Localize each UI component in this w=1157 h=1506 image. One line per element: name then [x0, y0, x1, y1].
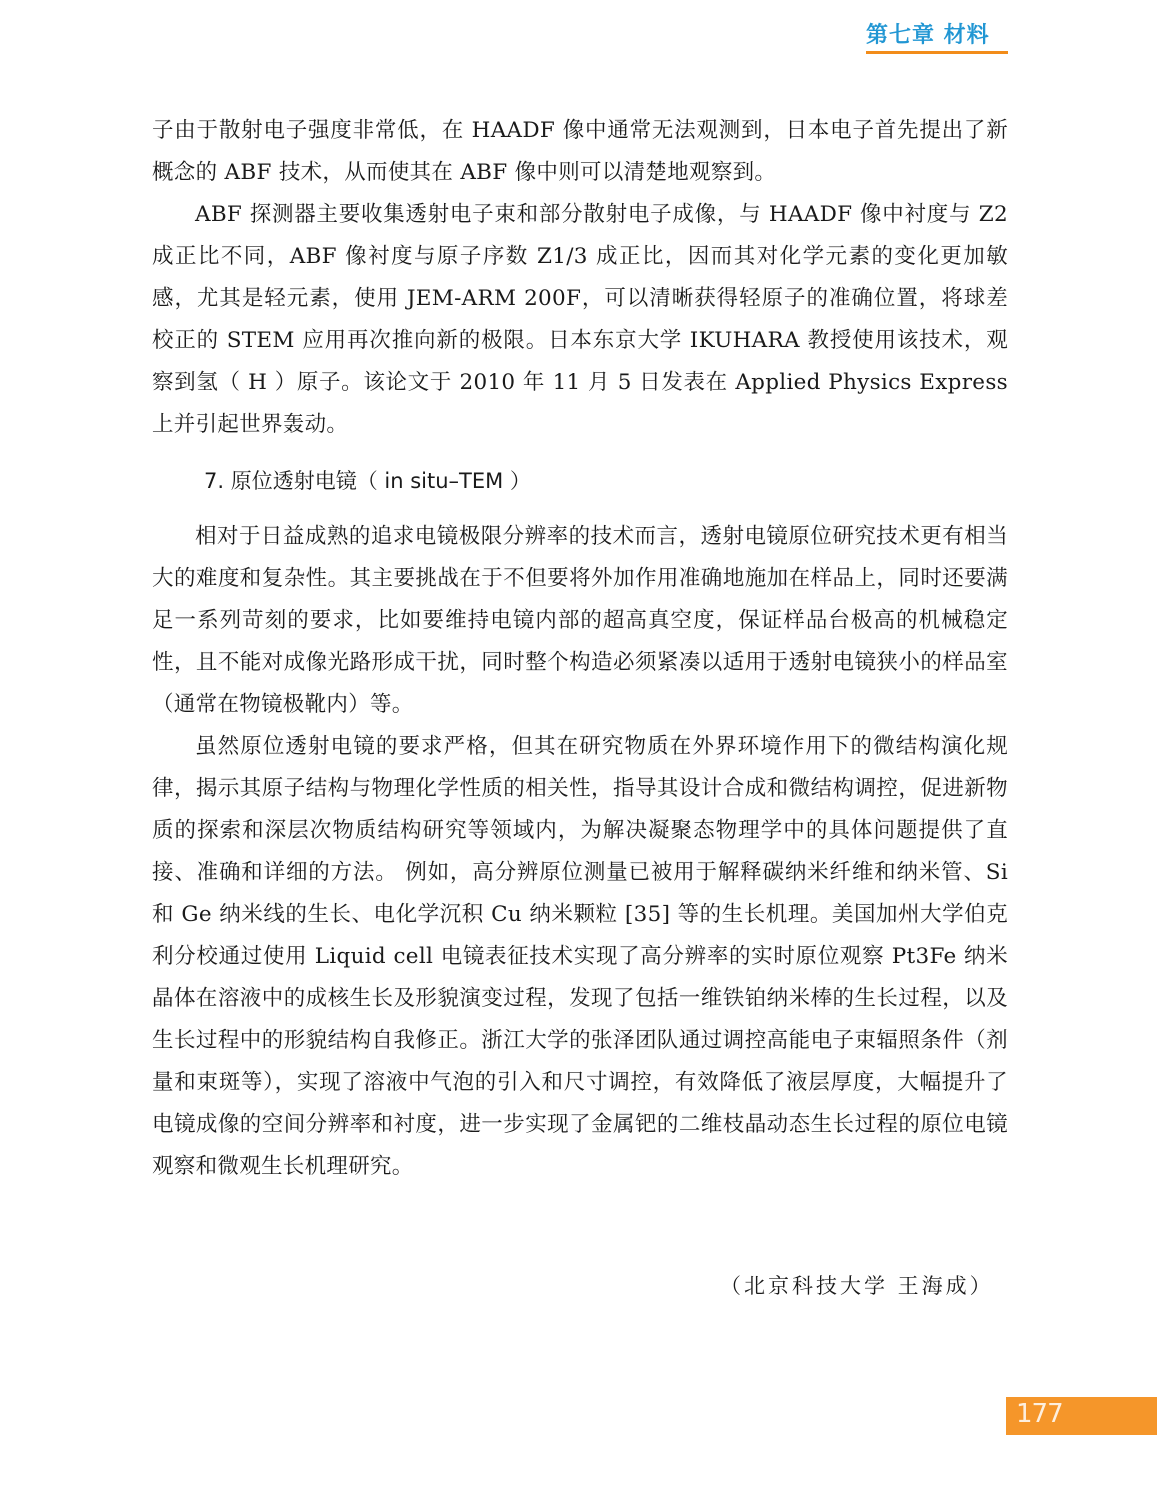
body-text [152, 110, 1008, 1188]
paragraph-4: 虽然原位透射电镜的要求严格，但其在研究物质在外界环境作用下的微结构演化规律，揭示其原子结构与物理化学性质的相关性，指导其设计合成和微结构调控，促进新物质的探索和深层次物质结构研究等领域内，为解决凝聚态物理学中的具体问题提供了直接、准确和详细的方法。 例如，高分辨原位测量已被用于解释碳纳米纤维和纳米管、Si 和 Ge 纳米线的生长、电化学沉积 Cu 纳米颗粒 [35] 等的生长机理。美国加州大学伯克利分校通过使用 Liquid cell 电镜表征技术实现了高分辨率的实时原位观察 Pt3Fe 纳米晶体在溶液中的成核生长及形貌演变过程，发现了包括一维铁铂纳米棒的生长过程，以及生长过程中的形貌结构自我修正。浙江大学的张泽团队通过调控高能电子束辐照条件（剂量和束斑等），实现了溶液中气泡的引入和尺寸调控，有效降低了液层厚度，大幅提升了电镜成像的空间分辨率和衬度，进一步实现了金属钯的二维枝晶动态生长过程的原位电镜观察和微观生长机理研究。 [152, 734, 1008, 1179]
paragraph-2: ABF 探测器主要收集透射电子束和部分散射电子成像，与 HAADF 像中衬度与 Z2 成正比不同，ABF 像衬度与原子序数 Z1/3 成正比，因而其对化学元素的变化更加敏感，尤其是轻元素，使用 JEM-ARM 200F，可以清晰获得轻原子的准确位置，将球差校正的 STEM 应用再次推向新的极限。日本东京大学 IKUHARA 教授使用该技术，观察到氢（ H ）原子。该论文于 2010 年 11 月 5 日发表在 Applied Physics Express 上并引起世界轰动。 [152, 202, 1008, 437]
chapter-title: 第七章 材料 [866, 23, 990, 48]
paragraph-1: 子由于散射电子强度非常低，在 HAADF 像中通常无法观测到，日本电子首先提出了新概念的 ABF 技术，从而使其在 ABF 像中则可以清楚地观察到。 [152, 118, 1008, 185]
chapter-header [866, 16, 1008, 54]
paragraph-3: 相对于日益成熟的追求电镜极限分辨率的技术而言，透射电镜原位研究技术更有相当大的难度和复杂性。其主要挑战在于不但要将外加作用准确地施加在样品上，同时还要满足一系列苛刻的要求，比如要维持电镜内部的超高真空度，保证样品台极高的机械稳定性，且不能对成像光路形成干扰，同时整个构造必须紧凑以适用于透射电镜狭小的样品室（通常在物镜极靴内）等。 [152, 524, 1008, 717]
page-number-box [1006, 1397, 1157, 1435]
author-signature: （北京科技大学 王海成） [720, 1274, 994, 1298]
section-heading: 7. 原位透射电镜（ in situ–TEM ） [204, 469, 531, 493]
page-number: 177 [1016, 1399, 1063, 1429]
